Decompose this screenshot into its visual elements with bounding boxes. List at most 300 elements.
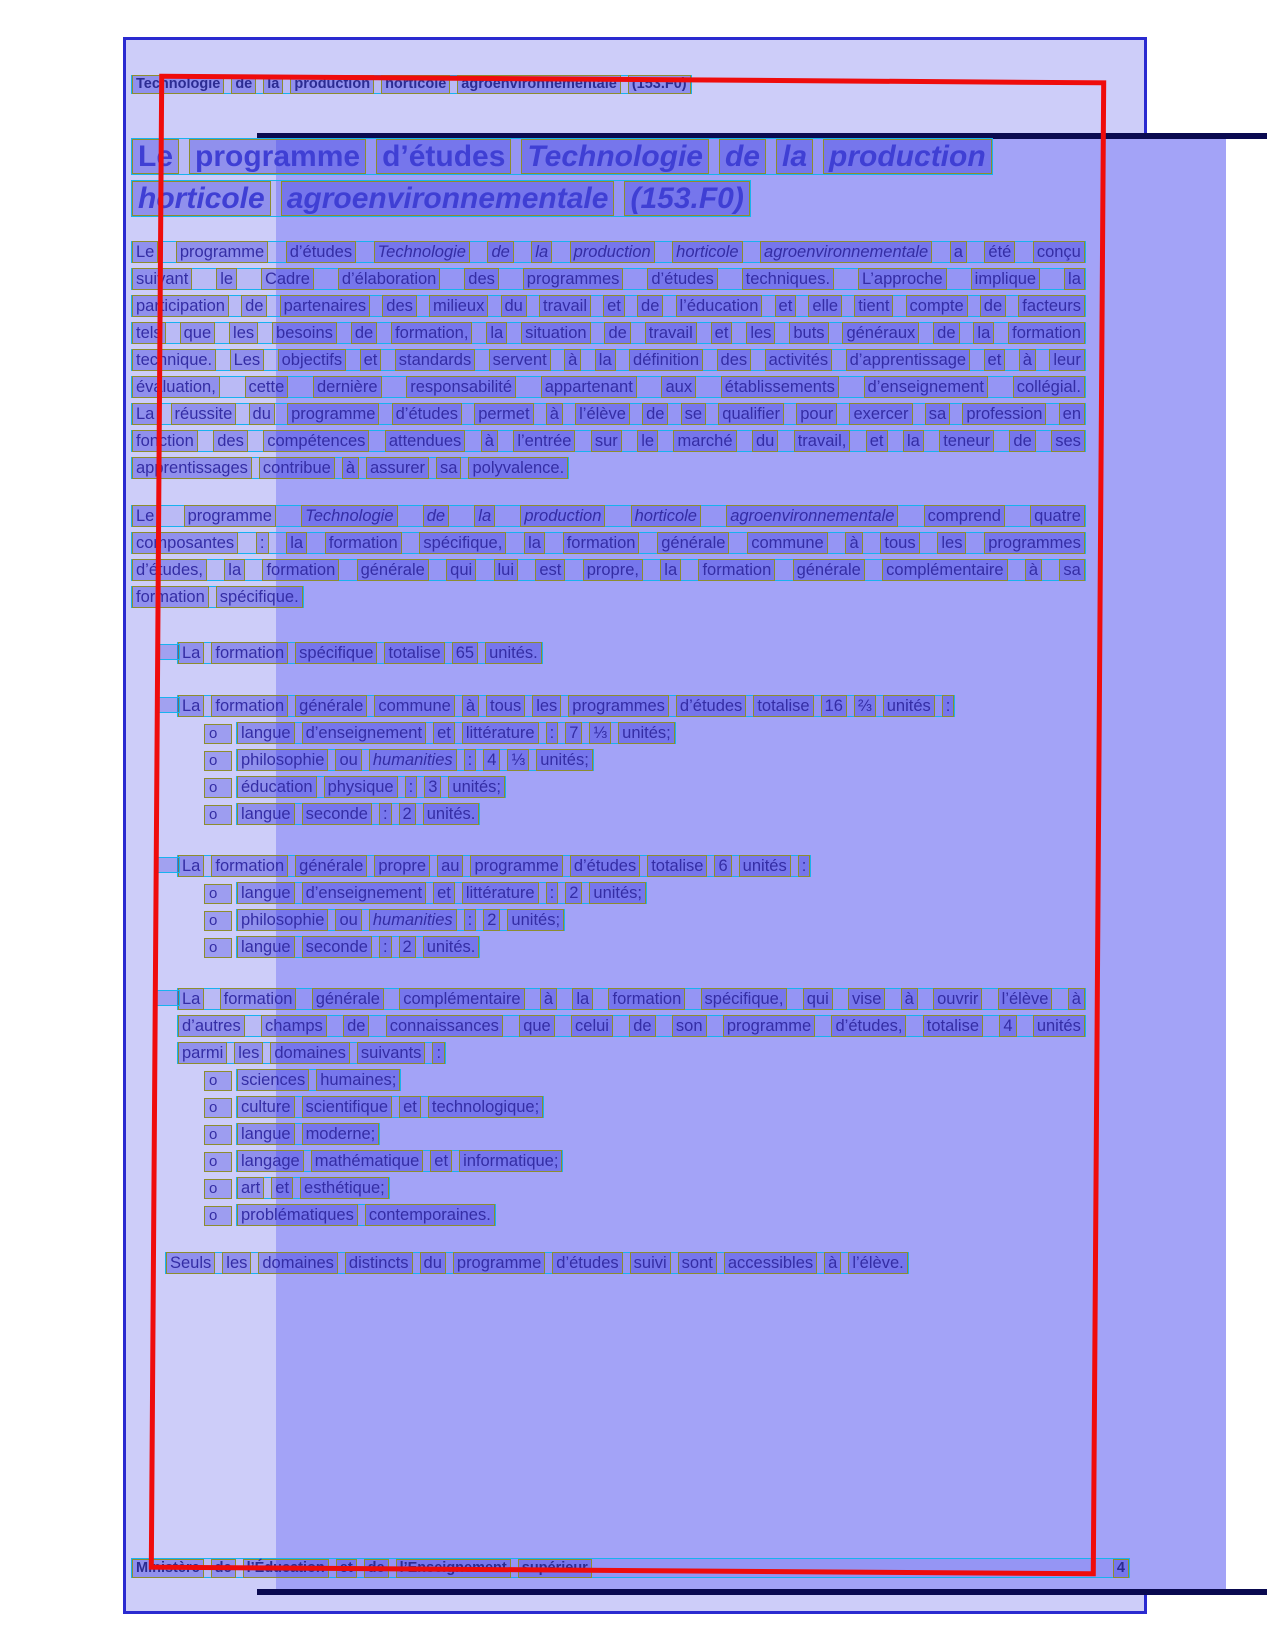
ocr-word: généraux — [842, 322, 919, 344]
ocr-word: d’études — [676, 695, 746, 717]
ocr-word: informatique; — [459, 1150, 562, 1172]
ocr-word: sa — [925, 403, 950, 425]
ocr-word: tels — [132, 322, 166, 344]
ocr-word: programmes — [984, 532, 1085, 554]
ocr-line — [131, 268, 1086, 290]
ocr-word: d’études, — [831, 1015, 906, 1037]
ocr-word: la — [572, 988, 593, 1010]
ocr-word: littérature — [462, 722, 539, 744]
ocr-word: 6 — [714, 855, 731, 877]
ocr-word: les — [937, 532, 966, 554]
sub-bullet-marker: o — [204, 1125, 232, 1145]
ocr-word: culture — [237, 1096, 295, 1118]
ocr-word: de — [423, 505, 449, 527]
ocr-word: que — [180, 322, 216, 344]
ocr-word: et — [711, 322, 733, 344]
ocr-word: des — [464, 268, 499, 290]
ocr-word: formation — [1008, 322, 1085, 344]
ocr-word: ou — [335, 749, 361, 771]
ocr-word: à — [1068, 988, 1085, 1010]
ocr-word: du — [501, 295, 527, 317]
ocr-word: Seuls — [166, 1252, 215, 1274]
ocr-line — [236, 936, 480, 958]
ocr-word: humanities — [369, 909, 457, 931]
ocr-word: l’élève. — [848, 1252, 907, 1274]
ocr-word: d’études, — [132, 559, 207, 581]
ocr-word: unités. — [485, 642, 542, 664]
ocr-word: celui — [571, 1015, 613, 1037]
ocr-word: du — [420, 1252, 446, 1274]
ocr-word: et — [433, 722, 455, 744]
ocr-word: : — [464, 749, 477, 771]
ocr-word: spécifique — [295, 642, 377, 664]
ocr-word: les — [222, 1252, 251, 1274]
ocr-word: de — [343, 1015, 369, 1037]
running-header — [131, 75, 692, 94]
ocr-word: La — [178, 695, 204, 717]
ocr-word: agroenvironnementale — [760, 241, 932, 263]
ocr-word: programme — [723, 1015, 815, 1037]
ocr-word: : — [546, 722, 559, 744]
ocr-word: unités. — [423, 803, 480, 825]
ocr-word: des — [382, 295, 417, 317]
ocr-word: formation — [563, 532, 640, 554]
ocr-word: la — [776, 139, 813, 174]
running-footer — [131, 1558, 1130, 1578]
ocr-word: programme — [184, 505, 276, 527]
ocr-word: à — [1019, 349, 1036, 371]
ocr-word: et — [433, 882, 455, 904]
ocr-line — [177, 1015, 1086, 1037]
ocr-word: programme — [176, 241, 268, 263]
ocr-word: quatre — [1030, 505, 1085, 527]
ocr-word: et — [603, 295, 625, 317]
ocr-word: sa — [436, 457, 461, 479]
ocr-word: qui — [446, 559, 476, 581]
ocr-word: seconde — [302, 803, 372, 825]
ocr-word: Les — [230, 349, 265, 371]
ocr-word: de — [231, 75, 256, 94]
ocr-word: apprentissages — [132, 457, 252, 479]
ocr-word: production — [290, 75, 374, 94]
ocr-word: programme — [287, 403, 379, 425]
ocr-word: sur — [591, 430, 622, 452]
bullet-marker — [156, 697, 180, 713]
ocr-word: scientifique — [302, 1096, 393, 1118]
ocr-word: travail — [539, 295, 591, 317]
ocr-word: des — [213, 430, 248, 452]
ocr-word: agroenvironnementale — [281, 181, 615, 216]
ocr-word: formation — [211, 642, 288, 664]
ocr-word: Technologie — [374, 241, 470, 263]
ocr-word: et — [866, 430, 888, 452]
ocr-word: production — [823, 139, 992, 174]
ocr-word: la — [224, 559, 245, 581]
sub-bullet-marker: o — [204, 938, 232, 958]
ocr-word: formation — [211, 695, 288, 717]
bullet-marker — [156, 644, 180, 660]
ocr-word: : — [546, 882, 559, 904]
ocr-word: à — [481, 430, 498, 452]
ocr-word: permet — [474, 403, 533, 425]
sub-bullet-marker: o — [204, 751, 232, 771]
ocr-word: totalise — [753, 695, 813, 717]
ocr-line — [131, 457, 569, 479]
ocr-word: lui — [494, 559, 519, 581]
ocr-word: de — [487, 241, 513, 263]
sub-bullet-marker: o — [204, 1098, 232, 1118]
ocr-word: collégial. — [1013, 376, 1085, 398]
ocr-word: spécifique, — [701, 988, 788, 1010]
ocr-word: langue — [237, 1123, 295, 1145]
ocr-line — [131, 349, 1086, 371]
ocr-word: problématiques — [237, 1204, 358, 1226]
ocr-word: spécifique. — [216, 586, 303, 608]
ocr-word: La — [178, 988, 204, 1010]
ocr-word: langue — [237, 803, 295, 825]
ocr-word: participation — [132, 295, 229, 317]
ocr-word: la — [660, 559, 681, 581]
ocr-word: la — [531, 241, 552, 263]
ocr-word: la — [1064, 268, 1085, 290]
ocr-word: compte — [906, 295, 968, 317]
ocr-word: unités — [739, 855, 791, 877]
ocr-word: : — [798, 855, 811, 877]
ocr-word: la — [486, 322, 507, 344]
ocr-line — [236, 749, 594, 771]
ocr-word: du — [249, 403, 275, 425]
ocr-line — [236, 1096, 544, 1118]
ocr-word: formation — [211, 855, 288, 877]
ocr-word: la — [973, 322, 994, 344]
ocr-word: son — [672, 1015, 707, 1037]
ocr-word: humaines; — [316, 1069, 400, 1091]
ocr-word: champs — [261, 1015, 327, 1037]
ocr-word: et — [271, 1177, 293, 1199]
ocr-word: programmes — [523, 268, 624, 290]
ocr-word: 4 — [483, 749, 500, 771]
ocr-word: à — [901, 988, 918, 1010]
ocr-word: qui — [803, 988, 833, 1010]
ocr-line — [236, 776, 506, 798]
ocr-word: implique — [971, 268, 1040, 290]
ocr-word: leur — [1049, 349, 1085, 371]
ocr-line — [131, 403, 1086, 425]
ocr-line — [236, 1069, 401, 1091]
ocr-word: d’enseignement — [302, 882, 427, 904]
ocr-word: Technologie — [132, 75, 224, 94]
ocr-word: unités; — [618, 722, 675, 744]
ocr-word: activités — [765, 349, 833, 371]
ocr-word: d’études — [376, 139, 511, 174]
ocr-word: : — [256, 532, 269, 554]
ocr-word: spécifique, — [419, 532, 506, 554]
ocr-word: servent — [489, 349, 551, 371]
ocr-word: polyvalence. — [468, 457, 568, 479]
ocr-word: 2 — [483, 909, 500, 931]
ocr-word: en — [1059, 403, 1085, 425]
ocr-word: seconde — [302, 936, 372, 958]
ocr-word: travail, — [794, 430, 851, 452]
ocr-word: technologique; — [428, 1096, 543, 1118]
ocr-line — [165, 1252, 909, 1274]
ocr-word: complémentaire — [882, 559, 1007, 581]
ocr-word: et — [775, 295, 797, 317]
ocr-line — [236, 882, 647, 904]
ocr-word: tient — [854, 295, 893, 317]
ocr-word: ses — [1051, 430, 1085, 452]
ocr-word: horticole — [672, 241, 742, 263]
ocr-word: la — [474, 505, 495, 527]
ocr-word: de — [351, 322, 377, 344]
ocr-word: formation — [698, 559, 775, 581]
ocr-word: standards — [395, 349, 475, 371]
ocr-line — [131, 322, 1086, 344]
ocr-word: cette — [245, 376, 289, 398]
ocr-word: : — [432, 1042, 445, 1064]
ocr-word: unités — [883, 695, 935, 717]
ocr-line — [177, 1042, 446, 1064]
ocr-word: l’élève — [575, 403, 630, 425]
ocr-word: formation — [325, 532, 402, 554]
ocr-word: à — [342, 457, 359, 479]
ocr-word: au — [437, 855, 463, 877]
ocr-word: unités. — [423, 936, 480, 958]
ocr-word: à — [540, 988, 557, 1010]
ocr-word: l’Éducation — [243, 1559, 329, 1578]
ocr-word: l’élève — [998, 988, 1053, 1010]
ocr-word: : — [464, 909, 477, 931]
ocr-word: l’entrée — [513, 430, 575, 452]
ocr-word: se — [681, 403, 706, 425]
ocr-word: agroenvironnementale — [726, 505, 898, 527]
ocr-word: de — [719, 139, 766, 174]
ocr-word: elle — [808, 295, 842, 317]
ocr-word: de — [241, 295, 267, 317]
ocr-word: d’études — [570, 855, 640, 877]
page-number: 4 — [1113, 1559, 1129, 1578]
ocr-word: composantes — [132, 532, 238, 554]
ocr-word: à — [564, 349, 581, 371]
ocr-word: formation, — [391, 322, 472, 344]
ocr-line — [236, 1150, 563, 1172]
ocr-word: horticole — [381, 75, 450, 94]
ocr-line — [236, 803, 480, 825]
ocr-word: d’enseignement — [864, 376, 989, 398]
ocr-word: unités; — [536, 749, 593, 771]
ocr-word: 2 — [399, 936, 416, 958]
ocr-word: générale — [295, 695, 367, 717]
ocr-word: moderne; — [302, 1123, 380, 1145]
ocr-word: la — [263, 75, 283, 94]
ocr-word: de — [364, 1559, 389, 1578]
ocr-word: production — [570, 241, 655, 263]
ocr-word: domaines — [258, 1252, 338, 1274]
ocr-line — [177, 695, 955, 717]
ocr-word: totalise — [384, 642, 444, 664]
ocr-word: de — [1009, 430, 1035, 452]
ocr-word: d’élaboration — [338, 268, 441, 290]
ocr-word: et — [360, 349, 382, 371]
ocr-line — [177, 988, 1086, 1010]
ocr-word: unités; — [589, 882, 646, 904]
ocr-word: physique — [324, 776, 398, 798]
sub-bullet-marker: o — [204, 1179, 232, 1199]
ocr-word: art — [237, 1177, 264, 1199]
ocr-word: 2 — [565, 882, 582, 904]
ocr-word: Le — [132, 505, 158, 527]
ocr-word: langue — [237, 722, 295, 744]
ocr-word: ouvrir — [933, 988, 982, 1010]
ocr-word: établissements — [721, 376, 839, 398]
ocr-word: comprend — [924, 505, 1005, 527]
ocr-word: d’études — [286, 241, 356, 263]
sub-bullet-marker: o — [204, 1152, 232, 1172]
ocr-word: buts — [789, 322, 828, 344]
ocr-line — [236, 1177, 390, 1199]
ocr-word: générale — [657, 532, 729, 554]
ocr-word: domaines — [270, 1042, 350, 1064]
ocr-line — [177, 855, 811, 877]
ocr-word: (153.F0) — [624, 181, 749, 216]
ocr-word: formation — [132, 586, 209, 608]
ocr-word: agroenvironnementale — [457, 75, 621, 94]
ocr-line — [236, 909, 565, 931]
ocr-word: aux — [661, 376, 696, 398]
ocr-word: d’études — [392, 403, 462, 425]
ocr-word: formation — [608, 988, 685, 1010]
ocr-line — [177, 642, 543, 664]
ocr-word: générale — [312, 988, 384, 1010]
ocr-word: à — [824, 1252, 841, 1274]
ocr-word: pour — [796, 403, 837, 425]
ocr-word: programme — [470, 855, 562, 877]
ocr-line — [236, 1204, 496, 1226]
ocr-word: Cadre — [261, 268, 314, 290]
ocr-word: l’Enseignement — [396, 1559, 511, 1578]
ocr-word: et — [336, 1559, 357, 1578]
ocr-word: dernière — [313, 376, 382, 398]
ocr-word: la — [524, 532, 545, 554]
ocr-line — [131, 376, 1086, 398]
ocr-word: et — [430, 1150, 452, 1172]
ocr-line — [236, 1123, 380, 1145]
ocr-word: été — [984, 241, 1015, 263]
ocr-word: Technologie — [521, 139, 709, 174]
ocr-word: connaissances — [386, 1015, 503, 1037]
ocr-word: : — [942, 695, 955, 717]
ocr-word: d’études — [647, 268, 717, 290]
ocr-word: La — [178, 855, 204, 877]
ocr-word: fonction — [132, 430, 198, 452]
ocr-word: à — [462, 695, 479, 717]
ocr-word: : — [405, 776, 418, 798]
ocr-word: teneur — [939, 430, 994, 452]
ocr-word: complémentaire — [399, 988, 524, 1010]
ocr-word: partenaires — [280, 295, 371, 317]
ocr-word: philosophie — [237, 909, 328, 931]
ocr-word: formation — [220, 988, 297, 1010]
ocr-word: : — [379, 803, 392, 825]
ocr-word: L’approche — [858, 268, 947, 290]
sub-bullet-marker: o — [204, 1071, 232, 1091]
ocr-word: parmi — [178, 1042, 227, 1064]
ocr-word: exercer — [849, 403, 912, 425]
ocr-word: l’éducation — [676, 295, 763, 317]
ocr-word: profession — [962, 403, 1046, 425]
ocr-word: la — [903, 430, 924, 452]
ocr-line — [236, 722, 676, 744]
ocr-word: unités — [1033, 1015, 1085, 1037]
ocr-word: les — [532, 695, 561, 717]
ocr-word: totalise — [923, 1015, 983, 1037]
bullet-marker — [156, 990, 180, 1006]
ocr-word: situation — [521, 322, 590, 344]
ocr-word: ou — [335, 909, 361, 931]
ocr-word: Ministère — [132, 1559, 204, 1578]
ocr-word: contribue — [259, 457, 335, 479]
ocr-word: qualifier — [718, 403, 784, 425]
ocr-word: esthétique; — [300, 1177, 389, 1199]
ocr-word: propre, — [583, 559, 643, 581]
ocr-word: responsabilité — [406, 376, 516, 398]
ocr-word: langue — [237, 882, 295, 904]
ocr-word: travail — [645, 322, 697, 344]
ocr-word: le — [216, 268, 237, 290]
ocr-word: unités; — [448, 776, 505, 798]
ocr-word: compétences — [263, 430, 369, 452]
ocr-word: la — [286, 532, 307, 554]
ocr-word: ⅔ — [854, 695, 876, 717]
ocr-word: facteurs — [1018, 295, 1085, 317]
ocr-word: sciences — [237, 1069, 309, 1091]
ocr-word: philosophie — [237, 749, 328, 771]
ocr-word: conçu — [1033, 241, 1085, 263]
ocr-word: marché — [673, 430, 736, 452]
ocr-word: de — [980, 295, 1006, 317]
ocr-line — [131, 241, 1086, 263]
ocr-word: réussite — [171, 403, 237, 425]
ocr-word: technique. — [132, 349, 216, 371]
ocr-word: les — [746, 322, 775, 344]
ocr-word: d’études — [552, 1252, 622, 1274]
ocr-word: générale — [357, 559, 429, 581]
ocr-word: horticole — [631, 505, 701, 527]
sub-bullet-marker: o — [204, 911, 232, 931]
ocr-word: techniques. — [742, 268, 834, 290]
sub-bullet-marker: o — [204, 778, 232, 798]
ocr-word: d’autres — [178, 1015, 245, 1037]
ocr-word: ⅓ — [589, 722, 611, 744]
ocr-word: appartenant — [541, 376, 637, 398]
ocr-word: supérieur — [518, 1559, 592, 1578]
ocr-word: est — [535, 559, 565, 581]
ocr-word: de — [604, 322, 630, 344]
ocr-word: la — [595, 349, 616, 371]
ocr-word: sont — [678, 1252, 717, 1274]
ocr-word: 65 — [452, 642, 478, 664]
ocr-word: de — [211, 1559, 236, 1578]
ocr-word: programmes — [568, 695, 669, 717]
ocr-word: ⅓ — [507, 749, 529, 771]
ocr-word: formation — [262, 559, 339, 581]
ocr-word: vise — [848, 988, 885, 1010]
ocr-word: à — [1025, 559, 1042, 581]
ocr-word: langue — [237, 936, 295, 958]
ocr-word: tous — [486, 695, 525, 717]
bullet-marker — [156, 857, 180, 873]
ocr-word: 3 — [424, 776, 441, 798]
